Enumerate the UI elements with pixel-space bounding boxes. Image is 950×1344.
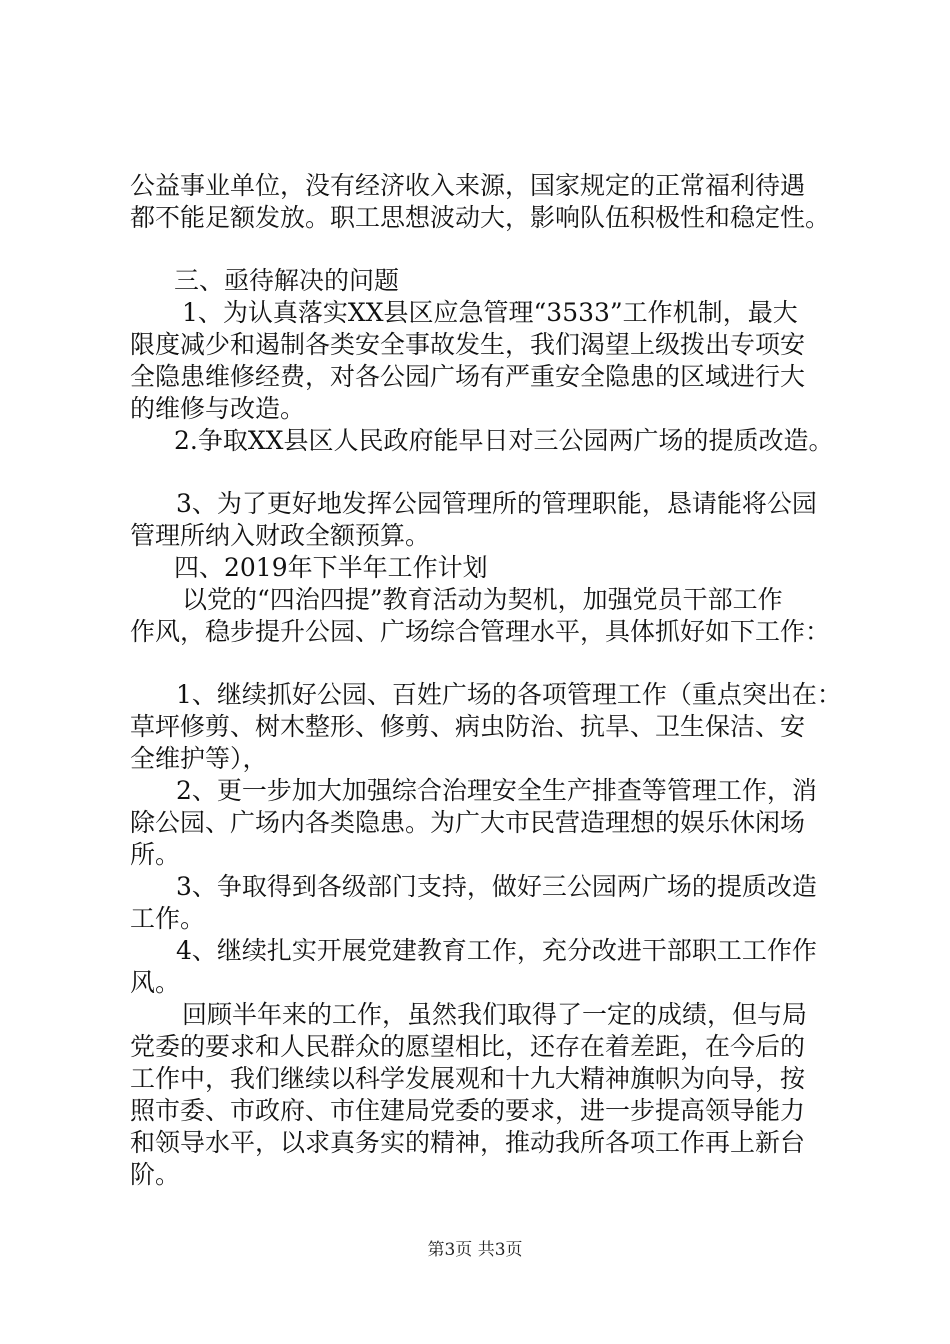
paragraph-plan-4 xyxy=(130,935,850,999)
page-footer xyxy=(0,1238,950,1262)
page-number-label: 第3页 共3页 xyxy=(427,1240,523,1260)
paragraph-plan-1 xyxy=(130,679,850,775)
heading-text: 四、2019年下半年工作计划 xyxy=(174,553,488,582)
text-line: 所。 xyxy=(130,840,181,869)
text-line: 工作中，我们继续以科学发展观和十九大精神旗帜为向导，按 xyxy=(130,1064,806,1093)
text-line: 党委的要求和人民群众的愿望相比，还存在着差距，在今后的 xyxy=(130,1032,806,1061)
text-line: 风。 xyxy=(130,968,181,997)
text-line: 的维修与改造。 xyxy=(130,394,306,423)
paragraph-conclusion xyxy=(130,999,850,1191)
heading-text: 三、亟待解决的问题 xyxy=(174,266,400,295)
text-line: 1、为认真落实XX县区应急管理“3533”工作机制，最大 xyxy=(182,298,798,327)
paragraph-plan-3 xyxy=(130,871,850,935)
text-line: 全维护等）， xyxy=(130,744,268,773)
text-line: 1、继续抓好公园、百姓广场的各项管理工作（重点突出在： xyxy=(176,680,842,709)
text-line: 阶。 xyxy=(130,1160,181,1189)
text-line: 草坪修剪、树木整形、修剪、病虫防治、抗旱、卫生保洁、安 xyxy=(130,712,806,741)
text-line: 和领导水平，以求真务实的精神，推动我所各项工作再上新台 xyxy=(130,1128,806,1157)
text-line: 3、争取得到各级部门支持，做好三公园两广场的提质改造 xyxy=(176,872,817,901)
text-line: 管理所纳入财政全额预算。 xyxy=(130,521,431,550)
text-line: 回顾半年来的工作，虽然我们取得了一定的成绩，但与局 xyxy=(182,1000,808,1029)
paragraph-problem-2 xyxy=(130,425,850,457)
paragraph-plan-2 xyxy=(130,775,850,871)
text-line: 2.争取XX县区人民政府能早日对三公园两广场的提质改造。 xyxy=(174,426,834,455)
paragraph-welfare xyxy=(130,170,850,234)
section-heading-plan xyxy=(130,552,850,584)
text-line: 3、为了更好地发挥公园管理所的管理职能，恳请能将公园 xyxy=(176,489,817,518)
paragraph-problem-1 xyxy=(130,297,850,425)
text-line: 以党的“四治四提”教育活动为契机，加强党员干部工作 xyxy=(182,585,783,614)
text-line: 照市委、市政府、市住建局党委的要求，进一步提高领导能力 xyxy=(130,1096,806,1125)
text-line: 全隐患维修经费，对各公园广场有严重安全隐患的区域进行大 xyxy=(130,362,806,391)
document-body xyxy=(130,170,850,1191)
text-line: 除公园、广场内各类隐患。为广大市民营造理想的娱乐休闲场 xyxy=(130,808,806,837)
text-line: 工作。 xyxy=(130,904,206,933)
text-line: 公益事业单位，没有经济收入来源，国家规定的正常福利待遇 xyxy=(130,171,806,200)
text-line: 限度减少和遏制各类安全事故发生，我们渴望上级拨出专项安 xyxy=(130,330,806,359)
text-line: 作风，稳步提升公园、广场综合管理水平，具体抓好如下工作： xyxy=(130,617,831,646)
text-line: 都不能足额发放。职工思想波动大，影响队伍积极性和稳定性。 xyxy=(130,203,831,232)
section-heading-problems xyxy=(130,265,850,297)
text-line: 4、继续扎实开展党建教育工作，充分改进干部职工工作作 xyxy=(176,936,817,965)
text-line: 2、更一步加大加强综合治理安全生产排查等管理工作，消 xyxy=(176,776,817,805)
paragraph-plan-intro xyxy=(130,584,850,648)
paragraph-problem-3 xyxy=(130,488,850,552)
